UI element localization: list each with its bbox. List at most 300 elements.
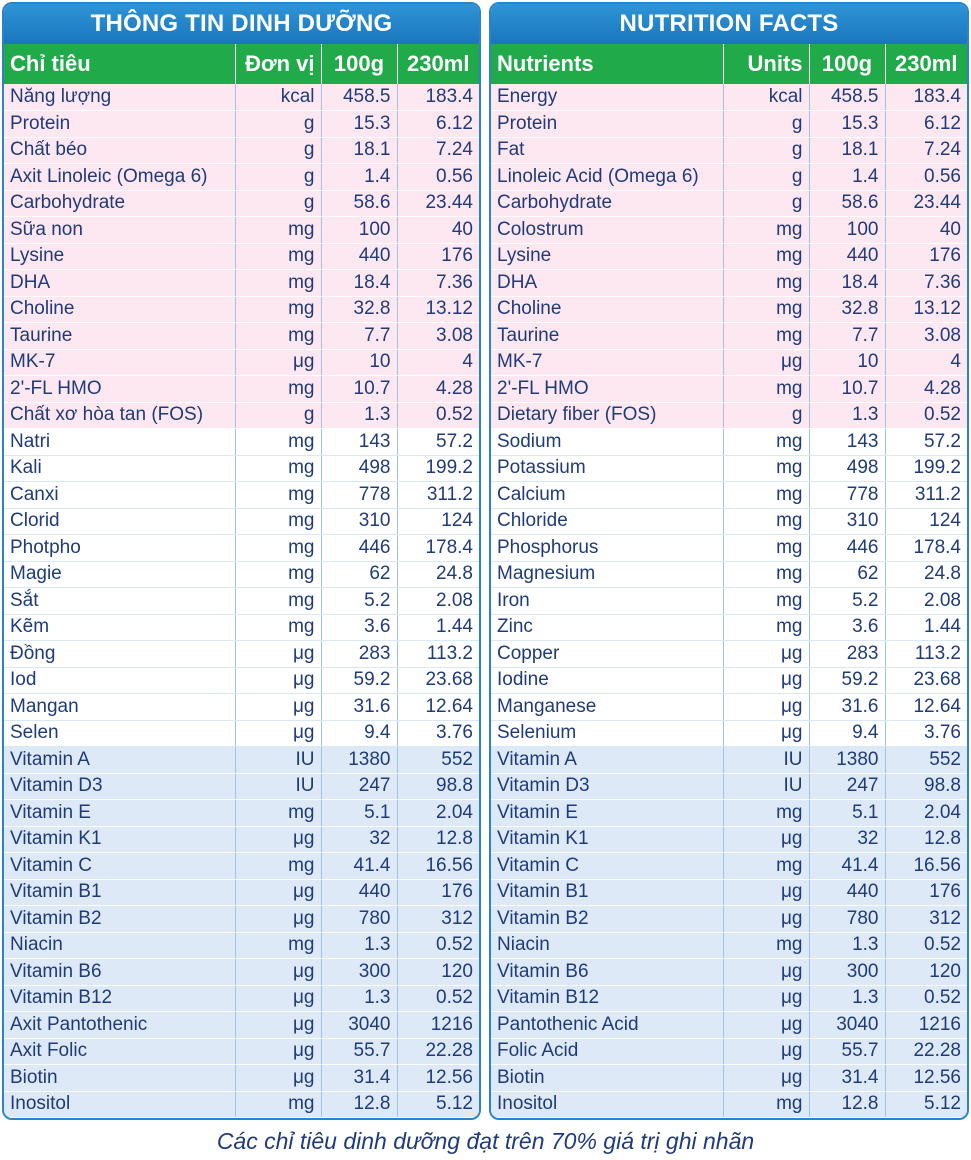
table-row xyxy=(491,455,967,482)
value-100g-cell: 31.4 xyxy=(321,1065,397,1092)
table-row xyxy=(491,879,967,906)
value-100g-cell: 3040 xyxy=(809,1012,885,1039)
value-230ml-cell: 3.76 xyxy=(397,720,479,747)
table-row xyxy=(4,137,479,164)
table-row xyxy=(491,667,967,694)
nutrient-name-cell: Taurine xyxy=(4,323,235,350)
table-row xyxy=(491,137,967,164)
value-100g-cell: 1.3 xyxy=(809,932,885,959)
value-230ml-cell: 3.76 xyxy=(885,720,967,747)
nutrient-name-cell: Taurine xyxy=(491,323,723,350)
table-row xyxy=(491,773,967,800)
nutrient-name-cell: Energy xyxy=(491,84,723,111)
value-100g-cell: 15.3 xyxy=(809,111,885,138)
unit-cell: μg xyxy=(235,694,321,721)
value-100g-cell: 5.1 xyxy=(321,800,397,827)
unit-cell: μg xyxy=(235,667,321,694)
value-100g-cell: 18.4 xyxy=(321,270,397,297)
nutrition-table xyxy=(4,44,479,1118)
nutrient-name-cell: Manganese xyxy=(491,694,723,721)
column-header-per-230ml: 230ml xyxy=(885,44,967,84)
value-230ml-cell: 24.8 xyxy=(885,561,967,588)
value-100g-cell: 1380 xyxy=(809,747,885,774)
value-230ml-cell: 120 xyxy=(397,959,479,986)
value-230ml-cell: 178.4 xyxy=(397,535,479,562)
value-100g-cell: 458.5 xyxy=(809,84,885,111)
value-100g-cell: 3.6 xyxy=(321,614,397,641)
value-230ml-cell: 98.8 xyxy=(397,773,479,800)
value-100g-cell: 7.7 xyxy=(809,323,885,350)
table-row xyxy=(4,561,479,588)
value-100g-cell: 10.7 xyxy=(321,376,397,403)
table-row xyxy=(4,694,479,721)
table-row xyxy=(4,747,479,774)
nutrient-name-cell: MK-7 xyxy=(4,349,235,376)
unit-cell: μg xyxy=(235,826,321,853)
value-100g-cell: 62 xyxy=(321,561,397,588)
value-230ml-cell: 183.4 xyxy=(885,84,967,111)
table-row xyxy=(491,720,967,747)
value-100g-cell: 7.7 xyxy=(321,323,397,350)
value-100g-cell: 300 xyxy=(321,959,397,986)
value-230ml-cell: 4.28 xyxy=(397,376,479,403)
value-100g-cell: 1.3 xyxy=(809,402,885,429)
unit-cell: mg xyxy=(235,932,321,959)
unit-cell: μg xyxy=(235,1012,321,1039)
table-row xyxy=(4,667,479,694)
value-100g-cell: 247 xyxy=(809,773,885,800)
table-body xyxy=(491,84,967,1118)
nutrient-name-cell: Inositol xyxy=(491,1091,723,1118)
table-row xyxy=(491,429,967,456)
value-230ml-cell: 7.36 xyxy=(397,270,479,297)
value-100g-cell: 10 xyxy=(809,349,885,376)
value-100g-cell: 18.1 xyxy=(321,137,397,164)
nutrient-name-cell: Phosphorus xyxy=(491,535,723,562)
nutrient-name-cell: Iodine xyxy=(491,667,723,694)
unit-cell: mg xyxy=(723,508,809,535)
value-230ml-cell: 2.04 xyxy=(397,800,479,827)
table-row xyxy=(4,853,479,880)
unit-cell: mg xyxy=(235,482,321,509)
value-100g-cell: 15.3 xyxy=(321,111,397,138)
table-row xyxy=(491,641,967,668)
value-100g-cell: 58.6 xyxy=(809,190,885,217)
value-100g-cell: 18.4 xyxy=(809,270,885,297)
unit-cell: mg xyxy=(235,508,321,535)
table-row xyxy=(4,508,479,535)
nutrient-name-cell: Calcium xyxy=(491,482,723,509)
nutrient-name-cell: Copper xyxy=(491,641,723,668)
value-230ml-cell: 4.28 xyxy=(885,376,967,403)
nutrient-name-cell: Vitamin K1 xyxy=(4,826,235,853)
table-row xyxy=(491,800,967,827)
unit-cell: mg xyxy=(723,932,809,959)
value-100g-cell: 440 xyxy=(809,243,885,270)
value-230ml-cell: 16.56 xyxy=(397,853,479,880)
unit-cell: mg xyxy=(235,296,321,323)
value-100g-cell: 143 xyxy=(809,429,885,456)
value-230ml-cell: 0.52 xyxy=(885,985,967,1012)
table-row xyxy=(4,402,479,429)
value-100g-cell: 5.2 xyxy=(321,588,397,615)
unit-cell: mg xyxy=(235,243,321,270)
value-100g-cell: 780 xyxy=(809,906,885,933)
value-100g-cell: 446 xyxy=(809,535,885,562)
value-230ml-cell: 199.2 xyxy=(885,455,967,482)
column-header-unit: Units xyxy=(723,44,809,84)
column-header-per-100g: 100g xyxy=(809,44,885,84)
value-100g-cell: 62 xyxy=(809,561,885,588)
table-row xyxy=(491,747,967,774)
nutrient-name-cell: Vitamin E xyxy=(4,800,235,827)
value-230ml-cell: 12.56 xyxy=(885,1065,967,1092)
value-230ml-cell: 176 xyxy=(885,879,967,906)
value-230ml-cell: 1216 xyxy=(397,1012,479,1039)
table-row xyxy=(4,826,479,853)
nutrient-name-cell: Choline xyxy=(491,296,723,323)
unit-cell: mg xyxy=(723,482,809,509)
value-100g-cell: 440 xyxy=(809,879,885,906)
value-100g-cell: 310 xyxy=(321,508,397,535)
unit-cell: g xyxy=(235,402,321,429)
unit-cell: μg xyxy=(235,879,321,906)
value-230ml-cell: 23.44 xyxy=(397,190,479,217)
unit-cell: μg xyxy=(723,720,809,747)
value-100g-cell: 9.4 xyxy=(809,720,885,747)
unit-cell: μg xyxy=(235,1038,321,1065)
table-row xyxy=(4,217,479,244)
unit-cell: kcal xyxy=(235,84,321,111)
table-row xyxy=(4,296,479,323)
value-230ml-cell: 6.12 xyxy=(885,111,967,138)
nutrient-name-cell: Carbohydrate xyxy=(491,190,723,217)
unit-cell: μg xyxy=(723,1038,809,1065)
value-100g-cell: 310 xyxy=(809,508,885,535)
value-100g-cell: 446 xyxy=(321,535,397,562)
unit-cell: mg xyxy=(723,588,809,615)
value-100g-cell: 778 xyxy=(321,482,397,509)
unit-cell: mg xyxy=(723,614,809,641)
nutrient-name-cell: Vitamin B12 xyxy=(491,985,723,1012)
nutrient-name-cell: Vitamin B6 xyxy=(491,959,723,986)
unit-cell: mg xyxy=(235,535,321,562)
table-row xyxy=(4,985,479,1012)
value-230ml-cell: 3.08 xyxy=(397,323,479,350)
nutrient-name-cell: Đồng xyxy=(4,641,235,668)
nutrient-name-cell: Biotin xyxy=(491,1065,723,1092)
unit-cell: μg xyxy=(723,879,809,906)
nutrient-name-cell: Vitamin C xyxy=(491,853,723,880)
value-100g-cell: 32 xyxy=(809,826,885,853)
unit-cell: μg xyxy=(723,1012,809,1039)
value-100g-cell: 440 xyxy=(321,243,397,270)
unit-cell: g xyxy=(235,190,321,217)
value-230ml-cell: 0.52 xyxy=(885,932,967,959)
table-row xyxy=(4,1091,479,1118)
unit-cell: μg xyxy=(235,641,321,668)
nutrient-name-cell: Chloride xyxy=(491,508,723,535)
nutrition-table xyxy=(491,44,967,1118)
nutrient-name-cell: Folic Acid xyxy=(491,1038,723,1065)
value-100g-cell: 59.2 xyxy=(809,667,885,694)
unit-cell: g xyxy=(723,402,809,429)
unit-cell: mg xyxy=(235,614,321,641)
value-100g-cell: 300 xyxy=(809,959,885,986)
value-230ml-cell: 0.56 xyxy=(397,164,479,191)
value-100g-cell: 3.6 xyxy=(809,614,885,641)
table-row xyxy=(4,455,479,482)
value-230ml-cell: 3.08 xyxy=(885,323,967,350)
table-row xyxy=(4,906,479,933)
value-230ml-cell: 113.2 xyxy=(397,641,479,668)
nutrient-name-cell: Selen xyxy=(4,720,235,747)
unit-cell: g xyxy=(723,164,809,191)
nutrient-name-cell: Sodium xyxy=(491,429,723,456)
table-row xyxy=(4,270,479,297)
nutrient-name-cell: Năng lượng xyxy=(4,84,235,111)
unit-cell: mg xyxy=(723,455,809,482)
unit-cell: μg xyxy=(235,985,321,1012)
nutrition-panel-vietnamese xyxy=(2,2,481,1120)
value-230ml-cell: 552 xyxy=(885,747,967,774)
table-row xyxy=(4,1012,479,1039)
value-100g-cell: 3040 xyxy=(321,1012,397,1039)
value-230ml-cell: 98.8 xyxy=(885,773,967,800)
table-row xyxy=(4,111,479,138)
nutrient-name-cell: Vitamin E xyxy=(491,800,723,827)
value-100g-cell: 10.7 xyxy=(809,376,885,403)
table-row xyxy=(4,243,479,270)
unit-cell: mg xyxy=(723,800,809,827)
nutrient-name-cell: Mangan xyxy=(4,694,235,721)
value-230ml-cell: 0.56 xyxy=(885,164,967,191)
nutrient-name-cell: Vitamin B12 xyxy=(4,985,235,1012)
table-row xyxy=(4,323,479,350)
value-230ml-cell: 2.08 xyxy=(397,588,479,615)
unit-cell: mg xyxy=(723,243,809,270)
value-230ml-cell: 23.44 xyxy=(885,190,967,217)
unit-cell: mg xyxy=(235,217,321,244)
value-230ml-cell: 1216 xyxy=(885,1012,967,1039)
value-100g-cell: 55.7 xyxy=(809,1038,885,1065)
column-header-per-230ml: 230ml xyxy=(397,44,479,84)
nutrient-name-cell: Inositol xyxy=(4,1091,235,1118)
value-230ml-cell: 57.2 xyxy=(885,429,967,456)
footnote: Các chỉ tiêu dinh dưỡng đạt trên 70% giá trị ghi nhãn xyxy=(216,1128,755,1154)
value-230ml-cell: 124 xyxy=(885,508,967,535)
unit-cell: mg xyxy=(723,561,809,588)
unit-cell: μg xyxy=(723,985,809,1012)
nutrient-name-cell: Carbohydrate xyxy=(4,190,235,217)
value-230ml-cell: 12.64 xyxy=(885,694,967,721)
value-100g-cell: 1.3 xyxy=(321,402,397,429)
nutrient-name-cell: Selenium xyxy=(491,720,723,747)
unit-cell: μg xyxy=(235,906,321,933)
nutrient-name-cell: Colostrum xyxy=(491,217,723,244)
column-header-nutrient: Nutrients xyxy=(491,44,723,84)
nutrient-name-cell: Chất béo xyxy=(4,137,235,164)
value-230ml-cell: 312 xyxy=(885,906,967,933)
nutrient-name-cell: Canxi xyxy=(4,482,235,509)
table-header-row xyxy=(491,44,967,84)
value-100g-cell: 780 xyxy=(321,906,397,933)
nutrient-name-cell: Niacin xyxy=(491,932,723,959)
nutrient-name-cell: Linoleic Acid (Omega 6) xyxy=(491,164,723,191)
unit-cell: IU xyxy=(723,747,809,774)
unit-cell: mg xyxy=(235,376,321,403)
nutrient-name-cell: Zinc xyxy=(491,614,723,641)
value-230ml-cell: 22.28 xyxy=(885,1038,967,1065)
unit-cell: mg xyxy=(235,455,321,482)
nutrient-name-cell: Vitamin C xyxy=(4,853,235,880)
table-row xyxy=(491,190,967,217)
nutrition-panel-english xyxy=(489,2,969,1120)
nutrient-name-cell: Vitamin B1 xyxy=(4,879,235,906)
value-230ml-cell: 7.24 xyxy=(885,137,967,164)
table-row xyxy=(491,826,967,853)
table-row xyxy=(491,1091,967,1118)
nutrient-name-cell: Biotin xyxy=(4,1065,235,1092)
panel-title: THÔNG TIN DINH DƯỠNG xyxy=(4,4,479,44)
nutrient-name-cell: Vitamin B6 xyxy=(4,959,235,986)
value-230ml-cell: 312 xyxy=(397,906,479,933)
table-row xyxy=(4,190,479,217)
nutrient-name-cell: MK-7 xyxy=(491,349,723,376)
value-100g-cell: 1.4 xyxy=(809,164,885,191)
table-row xyxy=(4,773,479,800)
table-header-row xyxy=(4,44,479,84)
value-230ml-cell: 113.2 xyxy=(885,641,967,668)
unit-cell: mg xyxy=(723,217,809,244)
unit-cell: μg xyxy=(723,641,809,668)
unit-cell: IU xyxy=(235,773,321,800)
nutrient-name-cell: Iron xyxy=(491,588,723,615)
nutrient-name-cell: Magie xyxy=(4,561,235,588)
value-100g-cell: 10 xyxy=(321,349,397,376)
value-100g-cell: 12.8 xyxy=(321,1091,397,1118)
unit-cell: mg xyxy=(235,323,321,350)
value-230ml-cell: 7.36 xyxy=(885,270,967,297)
value-230ml-cell: 12.64 xyxy=(397,694,479,721)
value-230ml-cell: 4 xyxy=(397,349,479,376)
value-100g-cell: 5.1 xyxy=(809,800,885,827)
unit-cell: μg xyxy=(235,720,321,747)
table-row xyxy=(491,614,967,641)
nutrient-name-cell: Kẽm xyxy=(4,614,235,641)
value-230ml-cell: 40 xyxy=(885,217,967,244)
value-230ml-cell: 5.12 xyxy=(885,1091,967,1118)
table-row xyxy=(4,429,479,456)
table-row xyxy=(491,932,967,959)
value-230ml-cell: 4 xyxy=(885,349,967,376)
nutrient-name-cell: Magnesium xyxy=(491,561,723,588)
nutrient-name-cell: Protein xyxy=(4,111,235,138)
column-header-unit: Đơn vị xyxy=(235,44,321,84)
table-row xyxy=(491,217,967,244)
value-100g-cell: 58.6 xyxy=(321,190,397,217)
value-230ml-cell: 12.8 xyxy=(397,826,479,853)
value-230ml-cell: 2.04 xyxy=(885,800,967,827)
value-230ml-cell: 57.2 xyxy=(397,429,479,456)
value-100g-cell: 498 xyxy=(321,455,397,482)
panel-title: NUTRITION FACTS xyxy=(491,4,967,44)
column-header-nutrient: Chỉ tiêu xyxy=(4,44,235,84)
unit-cell: g xyxy=(723,111,809,138)
value-230ml-cell: 124 xyxy=(397,508,479,535)
unit-cell: mg xyxy=(235,429,321,456)
value-100g-cell: 31.4 xyxy=(809,1065,885,1092)
table-body xyxy=(4,84,479,1118)
table-row xyxy=(4,535,479,562)
value-100g-cell: 100 xyxy=(809,217,885,244)
value-100g-cell: 5.2 xyxy=(809,588,885,615)
unit-cell: mg xyxy=(235,800,321,827)
nutrient-name-cell: Iod xyxy=(4,667,235,694)
unit-cell: mg xyxy=(235,1091,321,1118)
value-100g-cell: 1380 xyxy=(321,747,397,774)
nutrient-name-cell: 2'-FL HMO xyxy=(4,376,235,403)
unit-cell: IU xyxy=(235,747,321,774)
value-230ml-cell: 0.52 xyxy=(397,985,479,1012)
table-row xyxy=(491,508,967,535)
value-230ml-cell: 6.12 xyxy=(397,111,479,138)
value-100g-cell: 283 xyxy=(809,641,885,668)
nutrient-name-cell: Vitamin A xyxy=(491,747,723,774)
nutrient-name-cell: DHA xyxy=(4,270,235,297)
table-row xyxy=(491,853,967,880)
value-230ml-cell: 12.56 xyxy=(397,1065,479,1092)
table-row xyxy=(491,164,967,191)
table-row xyxy=(4,641,479,668)
unit-cell: μg xyxy=(723,826,809,853)
value-230ml-cell: 176 xyxy=(397,243,479,270)
table-row xyxy=(4,164,479,191)
table-row xyxy=(491,402,967,429)
unit-cell: μg xyxy=(235,1065,321,1092)
value-100g-cell: 32.8 xyxy=(809,296,885,323)
table-row xyxy=(491,243,967,270)
value-100g-cell: 59.2 xyxy=(321,667,397,694)
value-230ml-cell: 24.8 xyxy=(397,561,479,588)
nutrient-name-cell: Protein xyxy=(491,111,723,138)
value-230ml-cell: 311.2 xyxy=(885,482,967,509)
unit-cell: μg xyxy=(723,349,809,376)
value-230ml-cell: 2.08 xyxy=(885,588,967,615)
table-row xyxy=(491,535,967,562)
value-100g-cell: 1.3 xyxy=(809,985,885,1012)
value-100g-cell: 778 xyxy=(809,482,885,509)
unit-cell: g xyxy=(235,111,321,138)
table-row xyxy=(491,296,967,323)
nutrient-name-cell: Niacin xyxy=(4,932,235,959)
unit-cell: g xyxy=(235,164,321,191)
value-100g-cell: 100 xyxy=(321,217,397,244)
value-100g-cell: 32.8 xyxy=(321,296,397,323)
value-230ml-cell: 0.52 xyxy=(885,402,967,429)
table-row xyxy=(4,879,479,906)
value-100g-cell: 9.4 xyxy=(321,720,397,747)
unit-cell: mg xyxy=(723,853,809,880)
table-row xyxy=(491,111,967,138)
unit-cell: μg xyxy=(723,1065,809,1092)
value-230ml-cell: 120 xyxy=(885,959,967,986)
nutrient-name-cell: Vitamin B1 xyxy=(491,879,723,906)
nutrient-name-cell: Kali xyxy=(4,455,235,482)
nutrient-name-cell: Pantothenic Acid xyxy=(491,1012,723,1039)
value-100g-cell: 283 xyxy=(321,641,397,668)
value-230ml-cell: 552 xyxy=(397,747,479,774)
